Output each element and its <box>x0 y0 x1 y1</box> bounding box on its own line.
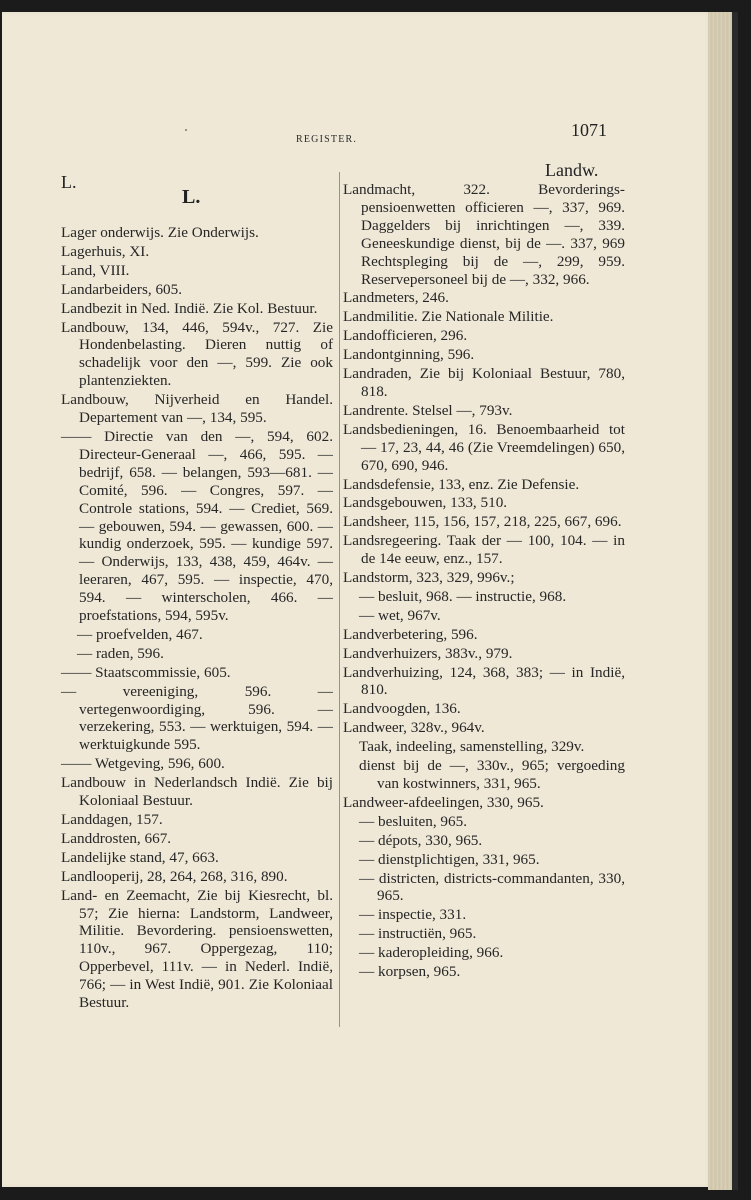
index-entry: Landbouw, Nijverheid en Handel. Departement van —, 134, 595. <box>61 391 333 427</box>
right-column <box>343 181 625 982</box>
index-entry: —— Directie van den —, 594, 602. Directeur-Generaal —, 466, 595. — bedrijf, 658. — belangen, 593—681. — Comité, 596. — Congres, 597. — Controle stations, 594. — Crediet, 569. — gebouwen, 594. — gewassen, 600. — kundig onderzoek, 595. — kundige 597. — Onderwijs, 133, 438, 459, 464v. — leeraren, 467, 595. — inspectie, 470, 594. — winterscholen, 466. — proefstations, 594, 595v. <box>61 427 333 625</box>
index-entry: — raden, 596. <box>77 644 164 662</box>
index-entry: — dienstplichtigen, 331, 965. <box>359 850 540 868</box>
index-entry: Landbouw in Nederlandsch Indië. Zie bij Koloniaal Bestuur. <box>61 774 333 810</box>
corner-letter: L. <box>61 172 77 192</box>
index-entry: — korpsen, 965. <box>359 963 461 981</box>
index-entry: — kaderopleiding, 966. <box>359 944 504 962</box>
index-entry: Landverhuizing, 124, 368, 383; — in Indië, 810. <box>343 663 625 699</box>
index-entry: Landsgebouwen, 133, 510. <box>343 494 508 512</box>
index-entry: Landofficieren, 296. <box>343 327 468 345</box>
index-entry: — districten, districts-commandanten, 330, 965. <box>359 869 625 905</box>
index-entry: — dépots, 330, 965. <box>359 831 483 849</box>
index-entry: Landraden, Zie bij Koloniaal Bestuur, 780, 818. <box>343 365 625 400</box>
index-entry: — vereeniging, 596. — vertegenwoordiging, 596. — verzekering, 553. — werktuigen, 594. — werktuigkunde 595. <box>61 682 333 754</box>
index-entry: Lager onderwijs. Zie Onderwijs. <box>61 224 259 241</box>
right-column-header: Landw. <box>545 160 599 180</box>
page-edge-stack <box>708 12 738 1190</box>
index-entry: Landvoogden, 136. <box>343 700 461 718</box>
index-entry: Landsdefensie, 133, enz. Zie Defensie. <box>343 475 580 493</box>
index-entry: Landweer, 328v., 964v. <box>343 719 485 737</box>
index-entry: —— Staatscommissie, 605. <box>61 663 231 681</box>
index-entry: Landdrosten, 667. <box>61 829 172 847</box>
print-dot <box>185 129 187 131</box>
index-entry: Landbezit in Ned. Indië. Zie Kol. Bestuur. <box>61 299 318 317</box>
index-entry: Landstorm, 323, 329, 996v.; <box>343 569 515 587</box>
index-entry: Landarbeiders, 605. <box>61 280 183 298</box>
index-entry: Land- en Zeemacht, Zie bij Kiesrecht, bl. 57; Zie hierna: Landstorm, Landweer, Militie. Bevordering. pensioenswetten, 110v., 967. Oppergezag, 110; Opperbevel, 111v. — in Nederl. Indië, 766; — in West Indië, 901. Zie Koloniaal Bestuur. <box>61 886 333 1012</box>
index-entry: — besluit, 968. — instructie, 968. <box>359 587 567 605</box>
index-entry: Landmeters, 246. <box>343 289 449 307</box>
left-column <box>61 224 333 1013</box>
index-entry: Lagerhuis, XI. <box>61 242 150 260</box>
column-divider <box>339 172 340 1027</box>
index-entry: — inspectie, 331. <box>359 906 467 924</box>
running-header: REGISTER. <box>296 134 358 145</box>
index-entry: Landweer-afdeelingen, 330, 965. <box>343 793 544 811</box>
index-entry: Landsbedieningen, 16. Benoembaarheid tot — 17, 23, 44, 46 (Zie Vreemdelingen) 650, 670, 690, 946. <box>343 420 625 474</box>
page-number: 1071 <box>571 120 607 140</box>
index-entry: Landlooperij, 28, 264, 268, 316, 890. <box>61 867 288 885</box>
index-entry: —— Wetgeving, 596, 600. <box>61 755 225 773</box>
index-entry: Landverbetering, 596. <box>343 625 478 643</box>
index-entry: Land, VIII. <box>61 261 130 279</box>
index-entry: Landsregeering. Taak der — 100, 104. — in de 14e eeuw, enz., 157. <box>343 532 625 568</box>
index-entry: — besluiten, 965. <box>359 812 467 830</box>
index-entry: Landsheer, 115, 156, 157, 218, 225, 667, 696. <box>343 513 622 531</box>
index-entry: Landmilitie. Zie Nationale Militie. <box>343 308 554 326</box>
index-entry: — instructiën, 965. <box>359 925 477 943</box>
index-entry: — proefvelden, 467. <box>77 625 203 643</box>
index-entry: Landelijke stand, 47, 663. <box>61 848 219 866</box>
index-entry: Landrente. Stelsel —, 793v. <box>343 401 513 419</box>
index-entry: Landverhuizers, 383v., 979. <box>343 644 513 662</box>
index-entry: Landmacht, 322. Bevorderings-pensioenwetten officieren —, 337, 969. Daggelders bij inrichtingen —, 339. Geneeskundige dienst, bij de —. 337, 969 Rechtspleging bij de —, 299, 959. Reservepersoneel bij de —, 332, 966. <box>343 181 625 288</box>
index-entry: Landdagen, 157. <box>61 811 163 828</box>
index-entry: dienst bij de —, 330v., 965; vergoeding van kostwinners, 331, 965. <box>359 757 625 792</box>
index-entry: Landbouw, 134, 446, 594v., 727. Zie Hondenbelasting. Dieren nuttig of schadelijk voor den —, 599. Zie ook plantenziekten. <box>61 318 333 390</box>
index-entry: — wet, 967v. <box>359 606 441 624</box>
index-entry: Taak, indeeling, samenstelling, 329v. <box>359 738 585 756</box>
section-letter: L. <box>182 186 201 208</box>
index-entry: Landontginning, 596. <box>343 346 475 364</box>
